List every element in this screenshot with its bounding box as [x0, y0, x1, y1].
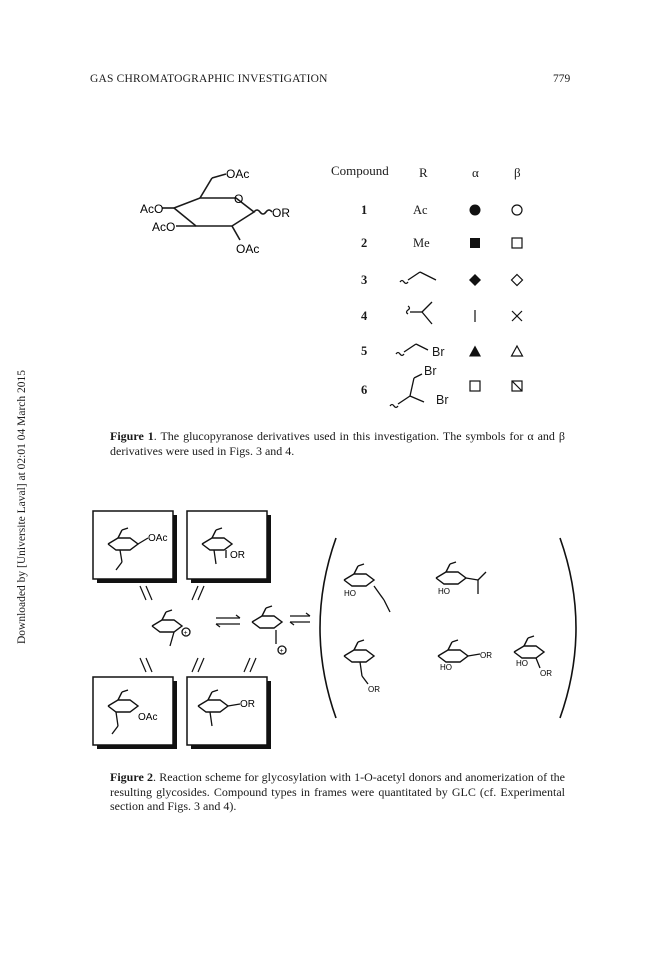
anomeric-label: OR: [272, 206, 290, 220]
header-beta: β: [514, 165, 521, 180]
filled-circle-icon: [468, 203, 482, 217]
row6-br-bottom-label: Br: [436, 393, 449, 407]
figure1-caption-text: . The glucopyranose derivatives used in this investigation. The symbols for α and β derivatives were used in Figs. 3 and 4.: [110, 429, 565, 458]
header-alpha: α: [472, 165, 479, 180]
open-square-icon: [468, 379, 482, 393]
bracketed-alpha-glycoside: [514, 636, 552, 678]
right-paren: [560, 538, 576, 718]
header-r: R: [419, 165, 428, 180]
running-title: GAS CHROMATOGRAPHIC INVESTIGATION: [90, 73, 328, 85]
row2-r: Me: [413, 236, 430, 250]
c6-label: OAc: [226, 167, 250, 181]
cross-icon: [510, 309, 524, 323]
framed-compound-top-right: [187, 511, 271, 583]
bracketed-orthoester-or: [344, 640, 380, 694]
intermediate-ion: [252, 606, 286, 655]
left-paren: [320, 538, 336, 718]
c4-label: AcO: [140, 202, 164, 216]
row1-r: Ac: [413, 203, 428, 217]
bracketed-acetate-ho: [436, 562, 486, 596]
frame-tl-oac: OAc: [148, 533, 168, 544]
reaction-scheme: [90, 508, 590, 758]
bracket-ho-2: HO: [438, 587, 450, 596]
figure2-caption: [110, 770, 565, 814]
framed-compound-bottom-right: [187, 677, 271, 749]
figure1-caption: [110, 429, 565, 458]
header-compound: Compound: [331, 163, 389, 178]
bracket-or-3: OR: [540, 669, 552, 678]
filled-triangle-icon: [468, 344, 482, 358]
download-note: Downloaded by [Universite Laval] at 02:01 04 March 2015: [16, 369, 28, 644]
row2-compound: 2: [361, 236, 368, 250]
frame-bl-oac: OAc: [138, 712, 158, 723]
ring-oxygen-label: O: [234, 192, 244, 206]
equilibrium-arrows: [140, 586, 310, 672]
figure2-caption-label: Figure 2: [110, 770, 154, 784]
bromoethyl-group-icon: [392, 336, 432, 360]
bracket-or-1: OR: [368, 685, 380, 694]
frame-tr-or: OR: [230, 550, 245, 561]
open-circle-icon: [510, 203, 524, 217]
row5-compound: 5: [361, 344, 368, 358]
open-triangle-icon: [510, 344, 524, 358]
bracketed-orthoester-ho: [344, 564, 390, 612]
row6-compound: 6: [361, 383, 368, 397]
hatched-square-icon: [510, 379, 524, 393]
bracket-ho-4: HO: [516, 659, 528, 668]
bracket-ho-1: HO: [344, 589, 356, 598]
filled-diamond-icon: [468, 273, 482, 287]
figure1-caption-label: Figure 1: [110, 429, 154, 443]
row5-br-label: Br: [432, 345, 445, 359]
bracketed-beta-glycoside: [438, 640, 492, 672]
framed-compound-bottom-left: [93, 677, 177, 749]
intermediate-dioxolenium: [152, 610, 190, 646]
c3-label: AcO: [152, 220, 176, 234]
figure2-caption-text: . Reaction scheme for glycosylation with 1-O-acetyl donors and anomerization of the resulting glycosides. Compound types in frames were quantitated by GLC (cf. Experimental section and Figs. 3 and 4).: [110, 770, 565, 813]
vertical-bar-icon: [468, 309, 482, 323]
glucopyranose-structure: [140, 160, 310, 260]
framed-compound-top-left: [93, 511, 177, 583]
row1-compound: 1: [361, 203, 368, 217]
open-diamond-icon: [510, 273, 524, 287]
isopropyl-group-icon: [404, 298, 440, 328]
row4-compound: 4: [361, 309, 368, 323]
row3-compound: 3: [361, 273, 368, 287]
propyl-group-icon: [396, 264, 442, 290]
frame-br-or: OR: [240, 699, 255, 710]
row6-br-top-label: Br: [424, 364, 437, 378]
svg-text:+: +: [183, 630, 188, 637]
bracket-ho-3: HO: [440, 663, 452, 672]
c2-label: OAc: [236, 242, 260, 256]
page-number: 779: [553, 73, 571, 85]
bracket-or-2: OR: [480, 651, 492, 660]
open-square-icon: [510, 236, 524, 250]
svg-text:+: +: [279, 648, 284, 655]
filled-square-icon: [468, 236, 482, 250]
